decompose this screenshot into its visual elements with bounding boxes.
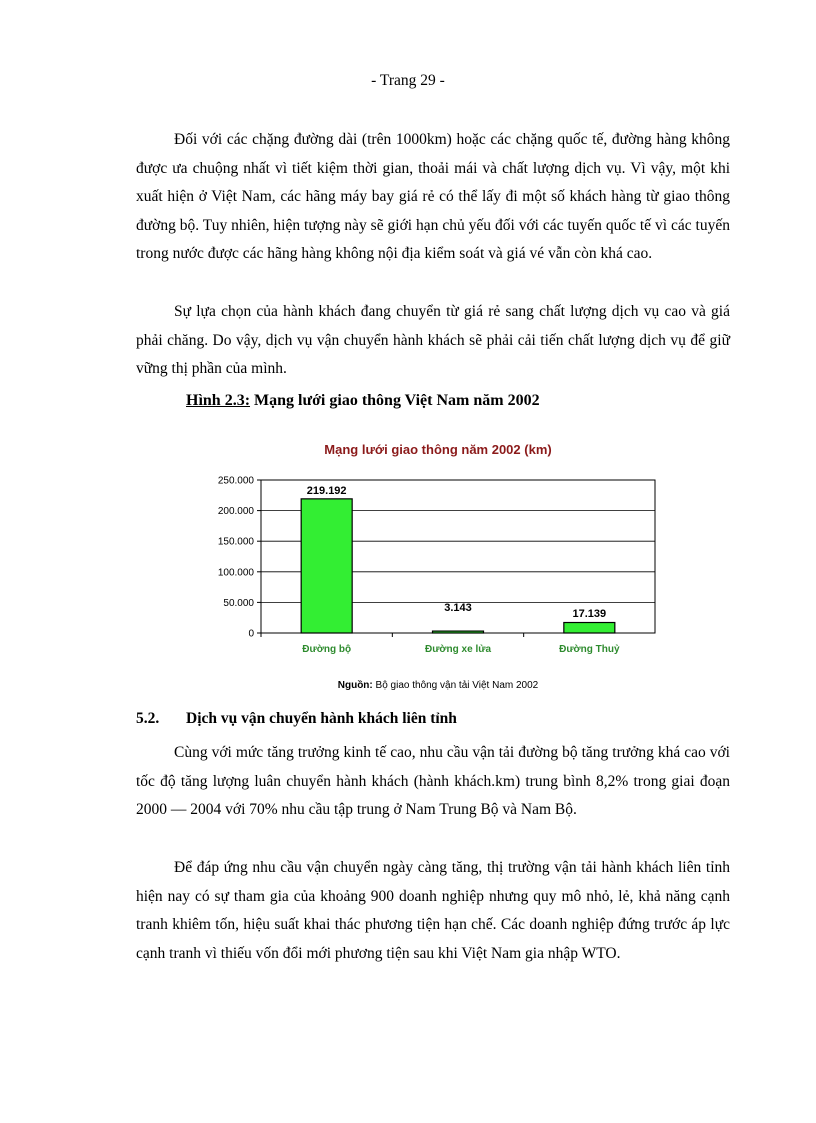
chart-canvas (195, 432, 675, 697)
data-label: 3.143 (444, 602, 472, 615)
category-label: Đường bộ (302, 644, 352, 655)
source-text: Bộ giao thông vận tải Việt Nam 2002 (372, 680, 539, 691)
bar-chart (195, 432, 675, 697)
data-label: 219.192 (306, 484, 347, 497)
paragraph-demand-growth: Cùng với mức tăng trưởng kinh tế cao, nhu cầu vận tải đường bộ tăng trưởng khá cao với tốc độ tăng lượng luân chuyển hành khách (hành khách.km) trung bình 8,2% trong giai đoạn 2000 — 2004 với 70% nhu cầu tập trung ở Nam Trung Bộ và Nam Bộ. (136, 744, 730, 819)
section-heading (136, 710, 457, 728)
paragraph-air-travel: Đối với các chặng đường dài (trên 1000km) hoặc các chặng quốc tế, đường hàng không được ưa chuộng nhất vì tiết kiệm thời gian, thoải mái và chất lượng dịch vụ. Vì vậy, một khi xuất hiện ở Việt Nam, các hãng máy bay giá rẻ có thể lấy đi một số khách hàng từ giao thông đường bộ. Tuy nhiên, hiện tượng này sẽ giới hạn chủ yếu đối với các tuyến quốc tế vì các tuyến trong nước được các hãng hàng không nội địa kiểm soát và giá vé vẫn còn khá cao. (136, 131, 730, 263)
bar (301, 499, 352, 633)
category-label: Đường Thuỷ (559, 644, 620, 655)
category-label: Đường xe lửa (424, 644, 492, 655)
source-label: Nguồn: (337, 680, 373, 691)
bar (564, 623, 615, 633)
y-tick-label: 150.000 (217, 536, 254, 548)
y-tick-label: 50.000 (223, 597, 254, 609)
y-tick-label: 0 (248, 628, 254, 640)
page-number: - Trang 29 - (371, 72, 445, 89)
bar (433, 631, 484, 633)
figure-label: Hình 2.3: (186, 392, 251, 409)
figure-caption (186, 392, 540, 410)
y-tick-label: 100.000 (217, 567, 254, 579)
paragraph-market-enterprises: Để đáp ứng nhu cầu vận chuyển ngày càng tăng, thị trường vận tải hành khách liên tỉnh hiện nay có sự tham gia của khoảng 900 doanh nghiệp nhưng quy mô nhỏ, lẻ, khả năng cạnh tranh khiêm tốn, hiệu suất khai thác phương tiện hạn chế. Các doanh nghiệp đứng trước áp lực cạnh tranh vì thiếu vốn đổi mới phương tiện sau khi Việt Nam gia nhập WTO. (136, 859, 730, 962)
chart-source (338, 679, 539, 691)
data-label: 17.139 (572, 608, 607, 620)
y-tick-label: 200.000 (217, 506, 254, 518)
paragraph-passenger-choice: Sự lựa chọn của hành khách đang chuyển từ giá rẻ sang chất lượng dịch vụ cao và giá phải chăng. Do vậy, dịch vụ vận chuyển hành khách sẽ phải cải tiến chất lượng dịch vụ để giữ vững thị phần của mình. (136, 303, 730, 378)
chart-title: Mạng lưới giao thông năm 2002 (km) (324, 442, 552, 457)
y-tick-label: 250.000 (217, 475, 254, 487)
figure-title: Mạng lưới giao thông Việt Nam năm 2002 (250, 392, 540, 409)
section-number: 5.2. (136, 710, 160, 727)
section-title: Dịch vụ vận chuyển hành khách liên tỉnh (186, 710, 457, 727)
